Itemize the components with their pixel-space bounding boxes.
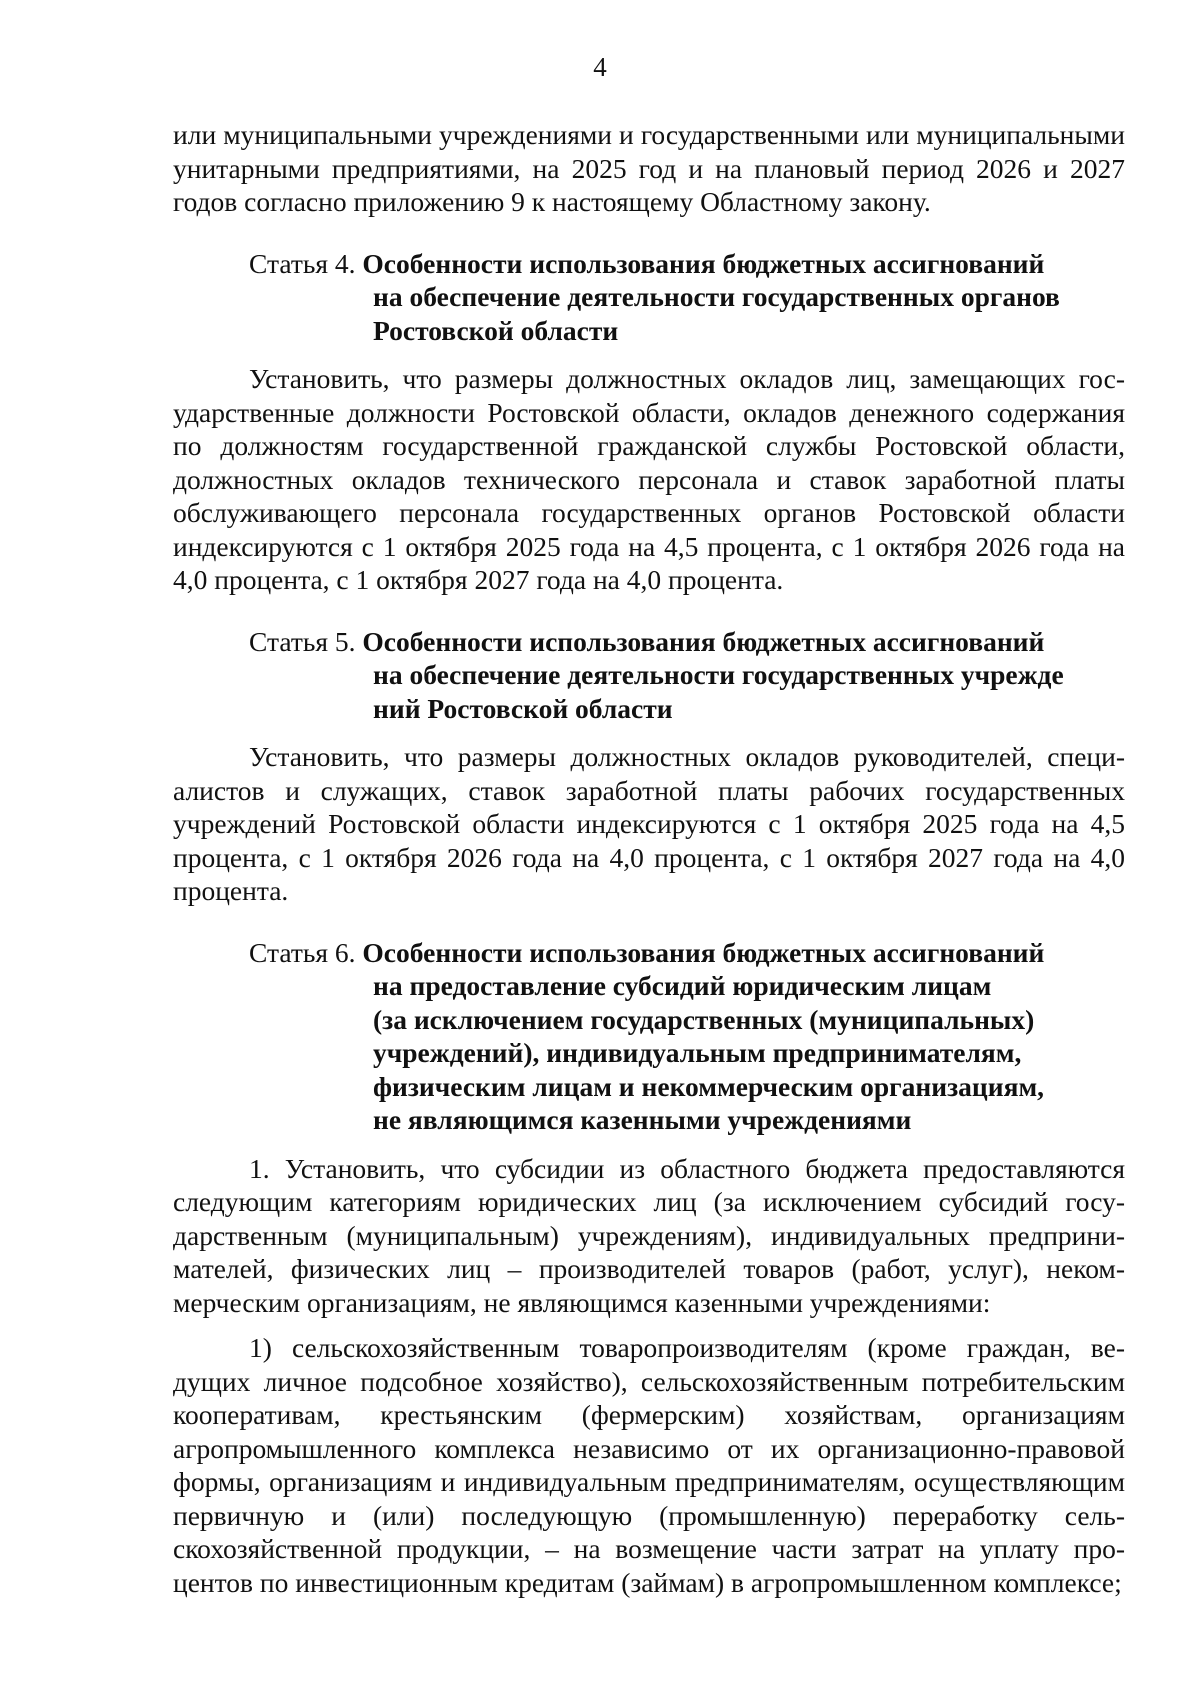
- article-6-paragraph-1: 1. Установить, что субсидии из областного бюджета предоставляются следующим категориям юридических лиц (за исключением субсидий государственным (муниципальным) учреждениям), индивидуальных предпринимателей, физических лиц – производителей товаров (работ, услуг), некоммерческим организациям, не являющимся казенными учреждениями:: [173, 1152, 1125, 1318]
- article-5-title-line-2: на обеспечение деятельности государственных учрежде: [373, 659, 1064, 690]
- article-5-paragraph-1: Установить, что размеры должностных окладов руководителей, специалистов и служащих, ставок заработной платы рабочих государственных учреждений Ростовской области индексируются с 1 октября 2025 года на 4,5 процента, с 1 октября 2026 года на 4,0 процента, с 1 октября 2027 года на 4,0 процента.: [173, 741, 1125, 906]
- article-6-title-line-4: учреждений), индивидуальным предпринимателям,: [373, 1037, 1022, 1068]
- article-6-paragraph-2: 1) сельскохозяйственным товаропроизводителям (кроме граждан, ведущих личное подсобное хозяйство), сельскохозяйственным потребительским кооперативам, крестьянским (фермерским) хозяйствам, организациям агропромышленного комплекса независимо от их организационно-правовой формы, организациям и индивидуальным предпринимателям, осуществляющим первичную и (или) последующую (промышленную) переработку сельскохозяйственной продукции, – на возмещение части затрат на уплату процентов по инвестиционным кредитам (займам) в агропромышленном комплексе;: [173, 1332, 1125, 1598]
- article-4-heading-line-1: [173, 247, 1125, 281]
- article-5-title-line-1: Особенности использования бюджетных ассигнований: [362, 625, 1045, 657]
- article-6-heading: [173, 936, 1125, 1137]
- article-5-heading: [173, 625, 1125, 726]
- article-5-label: Статья 5.: [249, 625, 356, 657]
- article-5-title-line-3: ний Ростовской области: [373, 692, 673, 724]
- article-6-title-line-1: Особенности использования бюджетных ассигнований: [362, 936, 1045, 968]
- article-6-title-line-6: не являющимся казенными учреждениями: [373, 1104, 912, 1135]
- article-4-label: Статья 4.: [249, 247, 356, 279]
- article-6-title-line-5: физическим лицам и некоммерческим организациям,: [373, 1070, 1045, 1102]
- article-4-title-line-1: Особенности использования бюджетных ассигнований: [362, 247, 1045, 279]
- article-6-title-line-3: (за исключением государственных (муниципальных): [373, 1003, 1035, 1035]
- continuation-paragraph: или муниципальными учреждениями и государственными или муниципальными унитарными предприятиями, на 2025 год и на плановый период 2026 и 2027 годов согласно приложению 9 к настоящему Областному закону.: [173, 119, 1125, 217]
- article-4-title-line-3: Ростовской области: [373, 314, 619, 346]
- document-body: [173, 118, 1125, 1599]
- page-number: 4: [593, 52, 607, 82]
- article-6-label: Статья 6.: [249, 936, 356, 968]
- article-4-heading: [173, 247, 1125, 348]
- article-5-heading-line-1: [173, 625, 1125, 659]
- article-6-title-line-2: на предоставление субсидий юридическим лицам: [373, 970, 992, 1001]
- article-4-title-line-2: на обеспечение деятельности государственных органов: [373, 281, 1060, 312]
- article-6-heading-line-1: [173, 936, 1125, 970]
- article-4-paragraph-1: Установить, что размеры должностных окладов лиц, замещающих государственные должности Ростовской области, окладов денежного содержания по должностям государственной гражданской службы Ростовской области, должностных окладов технического персонала и ставок заработной платы обслуживающего персонала государственных органов Ростовской области индексируются с 1 октября 2025 года на 4,5 процента, с 1 октября 2026 года на 4,0 процента, с 1 октября 2027 года на 4,0 процента.: [173, 363, 1125, 595]
